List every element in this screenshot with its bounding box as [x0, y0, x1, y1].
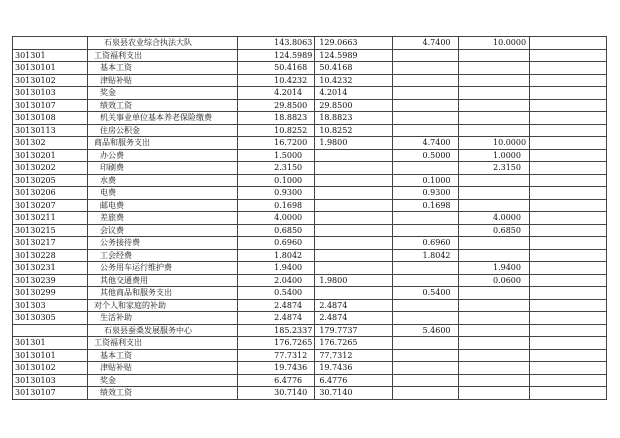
public-amount-cell: 0.1000 [392, 174, 458, 187]
project-amount-cell [458, 299, 529, 312]
basic-amount-cell: 124.5989 [315, 49, 392, 62]
basic-amount-cell [315, 262, 392, 275]
account-name-cell: 基本工资 [88, 349, 238, 362]
public-amount-cell: 4.7400 [392, 137, 458, 150]
account-name-cell: 电费 [88, 187, 238, 200]
total-amount-cell: 124.5989 [238, 49, 315, 62]
account-code-cell: 30130228 [13, 249, 88, 262]
basic-amount-cell: 179.7737 [315, 324, 392, 337]
project-amount-cell: 10.0000 [458, 137, 529, 150]
project-amount-cell [458, 287, 529, 300]
total-amount-cell: 4.2014 [238, 87, 315, 100]
project-amount-cell [458, 49, 529, 62]
public-amount-cell [392, 349, 458, 362]
total-amount-cell: 2.4874 [238, 299, 315, 312]
blank-cell [529, 112, 606, 125]
basic-amount-cell: 10.8252 [315, 124, 392, 137]
account-name-cell: 其他交通费用 [88, 274, 238, 287]
blank-cell [529, 74, 606, 87]
account-code-cell: 30130101 [13, 349, 88, 362]
table-row [13, 149, 607, 162]
table-row [13, 287, 607, 300]
account-name-cell: 办公费 [88, 149, 238, 162]
total-amount-cell: 19.7436 [238, 362, 315, 375]
account-code-cell: 30130217 [13, 237, 88, 250]
blank-cell [529, 349, 606, 362]
account-name-cell: 工资福利支出 [88, 49, 238, 62]
account-name-cell: 邮电费 [88, 199, 238, 212]
total-amount-cell: 6.4776 [238, 374, 315, 387]
public-amount-cell: 1.8042 [392, 249, 458, 262]
account-name-cell: 石泉县蚕桑发展服务中心 [88, 324, 238, 337]
blank-cell [529, 137, 606, 150]
total-amount-cell: 50.4168 [238, 62, 315, 75]
total-amount-cell: 2.0400 [238, 274, 315, 287]
table-row [13, 337, 607, 350]
public-amount-cell [392, 49, 458, 62]
account-name-cell: 工会经费 [88, 249, 238, 262]
public-amount-cell [392, 162, 458, 175]
account-code-cell: 301301 [13, 49, 88, 62]
account-name-cell: 机关事业单位基本养老保险缴费 [88, 112, 238, 125]
basic-amount-cell: 1.9800 [315, 137, 392, 150]
total-amount-cell: 16.7200 [238, 137, 315, 150]
account-name-cell: 差旅费 [88, 212, 238, 225]
public-amount-cell [392, 262, 458, 275]
project-amount-cell [458, 199, 529, 212]
account-code-cell: 30130108 [13, 112, 88, 125]
account-code-cell: 30130107 [13, 387, 88, 400]
table-body [13, 37, 607, 400]
basic-amount-cell: 19.7436 [315, 362, 392, 375]
blank-cell [529, 337, 606, 350]
account-name-cell: 印刷费 [88, 162, 238, 175]
project-amount-cell [458, 374, 529, 387]
project-amount-cell: 4.0000 [458, 212, 529, 225]
public-amount-cell: 5.4600 [392, 324, 458, 337]
project-amount-cell: 2.3150 [458, 162, 529, 175]
blank-cell [529, 299, 606, 312]
basic-amount-cell: 6.4776 [315, 374, 392, 387]
project-amount-cell [458, 237, 529, 250]
public-amount-cell [392, 299, 458, 312]
blank-cell [529, 212, 606, 225]
total-amount-cell: 4.0000 [238, 212, 315, 225]
project-amount-cell [458, 174, 529, 187]
account-code-cell: 30130211 [13, 212, 88, 225]
blank-cell [529, 99, 606, 112]
table-row [13, 312, 607, 325]
public-amount-cell [392, 99, 458, 112]
basic-amount-cell: 30.7140 [315, 387, 392, 400]
table-row [13, 112, 607, 125]
blank-cell [529, 262, 606, 275]
total-amount-cell: 10.8252 [238, 124, 315, 137]
account-name-cell: 津贴补贴 [88, 362, 238, 375]
project-amount-cell: 0.6850 [458, 224, 529, 237]
blank-cell [529, 87, 606, 100]
account-code-cell: 30130205 [13, 174, 88, 187]
total-amount-cell: 2.3150 [238, 162, 315, 175]
blank-cell [529, 174, 606, 187]
account-name-cell: 奖金 [88, 87, 238, 100]
basic-amount-cell: 77.7312 [315, 349, 392, 362]
account-name-cell: 绩效工资 [88, 387, 238, 400]
basic-amount-cell: 2.4874 [315, 312, 392, 325]
total-amount-cell: 30.7140 [238, 387, 315, 400]
account-name-cell: 石泉县农业综合执法大队 [88, 37, 238, 50]
project-amount-cell [458, 87, 529, 100]
total-amount-cell: 0.6850 [238, 224, 315, 237]
public-amount-cell [392, 374, 458, 387]
basic-amount-cell [315, 237, 392, 250]
blank-cell [529, 237, 606, 250]
account-code-cell: 30130103 [13, 87, 88, 100]
total-amount-cell: 18.8823 [238, 112, 315, 125]
blank-cell [529, 312, 606, 325]
account-name-cell: 公务接待费 [88, 237, 238, 250]
account-code-cell: 30130113 [13, 124, 88, 137]
basic-amount-cell: 50.4168 [315, 62, 392, 75]
table-row [13, 374, 607, 387]
project-amount-cell [458, 62, 529, 75]
public-amount-cell: 0.1698 [392, 199, 458, 212]
blank-cell [529, 287, 606, 300]
table-row [13, 324, 607, 337]
table-row [13, 224, 607, 237]
account-code-cell: 30130207 [13, 199, 88, 212]
basic-amount-cell [315, 149, 392, 162]
project-amount-cell [458, 362, 529, 375]
account-name-cell: 工资福利支出 [88, 337, 238, 350]
account-code-cell: 30130103 [13, 374, 88, 387]
total-amount-cell: 0.1000 [238, 174, 315, 187]
blank-cell [529, 187, 606, 200]
public-amount-cell: 0.5000 [392, 149, 458, 162]
project-amount-cell: 1.9400 [458, 262, 529, 275]
account-code-cell: 30130206 [13, 187, 88, 200]
account-code-cell: 30130201 [13, 149, 88, 162]
total-amount-cell: 0.1698 [238, 199, 315, 212]
table-row [13, 274, 607, 287]
project-amount-cell: 1.0000 [458, 149, 529, 162]
table-row [13, 87, 607, 100]
public-amount-cell [392, 74, 458, 87]
basic-amount-cell [315, 249, 392, 262]
project-amount-cell [458, 337, 529, 350]
total-amount-cell: 176.7265 [238, 337, 315, 350]
basic-amount-cell: 4.2014 [315, 87, 392, 100]
account-code-cell: 30130202 [13, 162, 88, 175]
basic-amount-cell [315, 174, 392, 187]
account-name-cell: 津贴补贴 [88, 74, 238, 87]
table-row [13, 62, 607, 75]
public-amount-cell [392, 62, 458, 75]
table-row [13, 262, 607, 275]
basic-amount-cell [315, 199, 392, 212]
table-row [13, 74, 607, 87]
table-row [13, 299, 607, 312]
table-row [13, 187, 607, 200]
account-code-cell: 30130102 [13, 74, 88, 87]
project-amount-cell [458, 387, 529, 400]
account-name-cell: 绩效工资 [88, 99, 238, 112]
total-amount-cell: 29.8500 [238, 99, 315, 112]
account-code-cell: 30130231 [13, 262, 88, 275]
account-code-cell: 30130299 [13, 287, 88, 300]
blank-cell [529, 324, 606, 337]
account-code-cell: 30130305 [13, 312, 88, 325]
blank-cell [529, 149, 606, 162]
table-row [13, 249, 607, 262]
public-amount-cell [392, 112, 458, 125]
table-row [13, 99, 607, 112]
public-amount-cell: 0.5400 [392, 287, 458, 300]
blank-cell [529, 49, 606, 62]
basic-amount-cell: 176.7265 [315, 337, 392, 350]
project-amount-cell [458, 312, 529, 325]
account-name-cell: 公务用车运行维护费 [88, 262, 238, 275]
account-name-cell: 商品和服务支出 [88, 137, 238, 150]
table-row [13, 237, 607, 250]
account-name-cell: 其他商品和服务支出 [88, 287, 238, 300]
public-amount-cell [392, 124, 458, 137]
project-amount-cell: 10.0000 [458, 37, 529, 50]
table-row [13, 137, 607, 150]
basic-amount-cell: 18.8823 [315, 112, 392, 125]
total-amount-cell: 1.8042 [238, 249, 315, 262]
project-amount-cell [458, 112, 529, 125]
total-amount-cell: 185.2337 [238, 324, 315, 337]
basic-amount-cell: 10.4232 [315, 74, 392, 87]
project-amount-cell [458, 74, 529, 87]
table-row [13, 349, 607, 362]
basic-amount-cell: 29.8500 [315, 99, 392, 112]
project-amount-cell [458, 124, 529, 137]
account-code-cell: 301301 [13, 337, 88, 350]
total-amount-cell: 0.5400 [238, 287, 315, 300]
blank-cell [529, 199, 606, 212]
basic-amount-cell [315, 224, 392, 237]
table-row [13, 199, 607, 212]
account-code-cell: 30130102 [13, 362, 88, 375]
blank-cell [529, 249, 606, 262]
account-name-cell: 生活补助 [88, 312, 238, 325]
account-name-cell: 奖金 [88, 374, 238, 387]
account-code-cell: 301302 [13, 137, 88, 150]
public-amount-cell [392, 274, 458, 287]
total-amount-cell: 143.8063 [238, 37, 315, 50]
project-amount-cell [458, 187, 529, 200]
basic-amount-cell [315, 162, 392, 175]
public-amount-cell: 0.6960 [392, 237, 458, 250]
table-row [13, 37, 607, 50]
account-name-cell: 会议费 [88, 224, 238, 237]
basic-amount-cell [315, 212, 392, 225]
total-amount-cell: 0.6960 [238, 237, 315, 250]
public-amount-cell [392, 212, 458, 225]
table-row [13, 362, 607, 375]
account-code-cell: 301303 [13, 299, 88, 312]
total-amount-cell: 2.4874 [238, 312, 315, 325]
account-name-cell: 对个人和家庭的补助 [88, 299, 238, 312]
blank-cell [529, 124, 606, 137]
total-amount-cell: 1.5000 [238, 149, 315, 162]
blank-cell [529, 387, 606, 400]
account-code-cell: 30130101 [13, 62, 88, 75]
blank-cell [529, 62, 606, 75]
account-code-cell [13, 324, 88, 337]
account-name-cell: 基本工资 [88, 62, 238, 75]
account-name-cell: 水费 [88, 174, 238, 187]
blank-cell [529, 374, 606, 387]
blank-cell [529, 162, 606, 175]
blank-cell [529, 362, 606, 375]
public-amount-cell [392, 362, 458, 375]
public-amount-cell [392, 387, 458, 400]
table-row [13, 174, 607, 187]
total-amount-cell: 10.4232 [238, 74, 315, 87]
basic-amount-cell [315, 287, 392, 300]
budget-table [12, 36, 607, 400]
project-amount-cell [458, 249, 529, 262]
blank-cell [529, 224, 606, 237]
basic-amount-cell: 2.4874 [315, 299, 392, 312]
total-amount-cell: 0.9300 [238, 187, 315, 200]
account-code-cell [13, 37, 88, 50]
project-amount-cell [458, 324, 529, 337]
basic-amount-cell: 1.9800 [315, 274, 392, 287]
public-amount-cell [392, 337, 458, 350]
table-row [13, 124, 607, 137]
public-amount-cell [392, 87, 458, 100]
account-name-cell: 住房公积金 [88, 124, 238, 137]
account-code-cell: 30130215 [13, 224, 88, 237]
table-row [13, 49, 607, 62]
blank-cell [529, 274, 606, 287]
public-amount-cell: 0.9300 [392, 187, 458, 200]
public-amount-cell [392, 312, 458, 325]
table-row [13, 162, 607, 175]
blank-cell [529, 37, 606, 50]
public-amount-cell [392, 224, 458, 237]
total-amount-cell: 77.7312 [238, 349, 315, 362]
project-amount-cell [458, 349, 529, 362]
table-row [13, 212, 607, 225]
basic-amount-cell [315, 187, 392, 200]
table-row [13, 387, 607, 400]
account-code-cell: 30130239 [13, 274, 88, 287]
project-amount-cell: 0.0600 [458, 274, 529, 287]
total-amount-cell: 1.9400 [238, 262, 315, 275]
public-amount-cell: 4.7400 [392, 37, 458, 50]
basic-amount-cell: 129.0663 [315, 37, 392, 50]
project-amount-cell [458, 99, 529, 112]
account-code-cell: 30130107 [13, 99, 88, 112]
